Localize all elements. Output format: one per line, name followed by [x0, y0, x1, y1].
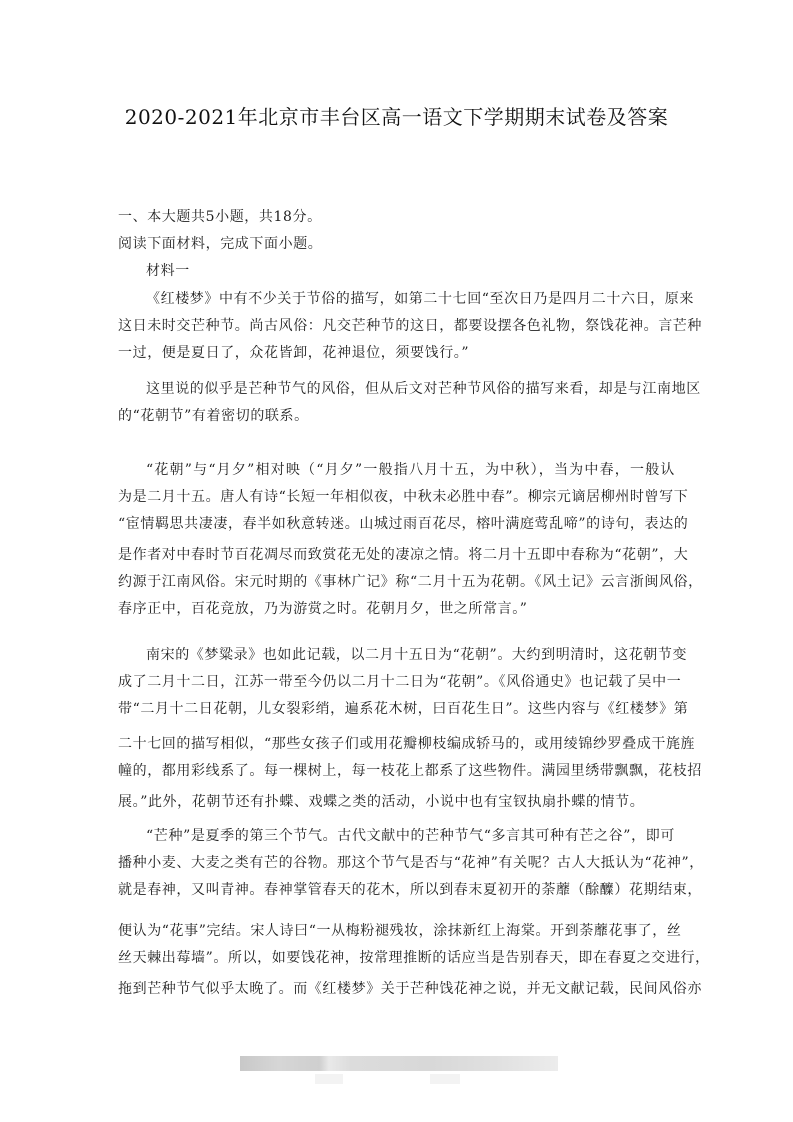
blurred-footer-watermark	[240, 1056, 558, 1071]
paragraph-line: 一过，便是夏日了，众花皆卸，花神退位，须要饯行。”	[118, 345, 470, 361]
document-title: 2020-2021年北京市丰台区高一语文下学期期末试卷及答案	[124, 105, 669, 129]
paragraph-line: 这里说的似乎是芒种节气的风俗，但从后文对芒种节风俗的描写来看，却是与江南地区	[146, 381, 701, 397]
paragraph-line: 为是二月十五。唐人有诗“长短一年相似夜，中秋未必胜中春”。柳宗元谪居柳州时曾写下	[118, 489, 689, 505]
paragraph-line: 播种小麦、大麦之类有芒的谷物。那这个节气是否与“花神”有关呢？古人大抵认为“花神”，	[118, 855, 704, 871]
blurred-footer-mark	[315, 1074, 343, 1084]
paragraph-line: “花朝”与“月夕”相对映（“月夕”一般指八月十五，为中秋），当为中春，一般认	[146, 462, 675, 478]
paragraph-line: 《红楼梦》中有不少关于节俗的描写，如第二十七回“至次日乃是四月二十六日，原来	[146, 291, 694, 307]
paragraph-line: 约源于江南风俗。宋元时期的《事林广记》称“二月十五为花朝。《风土记》云言浙闽风俗，	[118, 574, 703, 590]
paragraph-line: “宦情羁思共凄凄，春半如秋意转迷。山城过雨百花尽，榕叶满庭莺乱啼”的诗句，表达的	[118, 516, 689, 532]
paragraph-line: 的“花朝节”有着密切的联系。	[118, 408, 309, 424]
material-label: 材料一	[146, 263, 190, 279]
paragraph-line: 就是春神，又叫青神。春神掌管春天的花木，所以到春末夏初开的荼蘼（酴醾）花期结束，	[118, 882, 702, 898]
paragraph-line: 带“二月十二日花朝，儿女裂彩绡，遍系花木树，曰百花生日”。这些内容与《红楼梦》第	[118, 701, 689, 717]
paragraph-line: 二十七回的描写相似，“那些女孩子们或用花瓣柳枝编成轿马的，或用绫锦纱罗叠成干旄旌	[118, 736, 696, 752]
paragraph-line: 展。”此外，花朝节还有扑蝶、戏蝶之类的活动，小说中也有宝钗执扇扑蝶的情节。	[118, 794, 645, 810]
paragraph-line: “芒种”是夏季的第三个节气。古代文献中的芒种节气“多言其可种有芒之谷”，即可	[146, 828, 675, 844]
paragraph-line: 是作者对中春时节百花凋尽而致赏花无处的凄凉之情。将二月十五即中春称为“花朝”，大	[118, 547, 689, 563]
paragraph-line: 幢的，都用彩线系了。每一棵树上，每一枝花上都系了这些物件。满园里绣带飘飘，花枝招	[118, 763, 702, 779]
paragraph-line: 便认为“花事”完结。宋人诗曰“一从梅粉褪残妆，涂抹新红上海棠。开到荼蘼花事了，丝	[118, 923, 682, 939]
instruction-text: 阅读下面材料，完成下面小题。	[118, 236, 323, 252]
section-heading: 一、本大题共5小题，共18分。	[118, 209, 322, 225]
paragraph-line: 这日未时交芒种节。尚古风俗：凡交芒种节的这日，都要设摆各色礼物，祭饯花神。言芒种	[118, 318, 702, 334]
blurred-footer-mark	[430, 1074, 460, 1084]
paragraph-line: 成了二月十二日，江苏一带至今仍以二月十二日为“花朝”。《风俗通史》也记载了吴中一	[118, 674, 682, 690]
paragraph-line: 南宋的《梦粱录》也如此记载，以二月十五日为“花朝”。大约到明清时，这花朝节变	[146, 647, 688, 663]
paragraph-line: 春序正中，百花竞放，乃为游赏之时。花朝月夕，世之所常言。”	[118, 601, 528, 617]
paragraph-line: 拖到芒种节气似乎太晚了。而《红楼梦》关于芒种饯花神之说，并无文献记载，民间风俗亦	[118, 981, 702, 997]
paragraph-line: 丝天棘出莓墙”。所以，如要饯花神，按常理推断的话应当是告别春天，即在春夏之交进行，	[118, 950, 710, 966]
